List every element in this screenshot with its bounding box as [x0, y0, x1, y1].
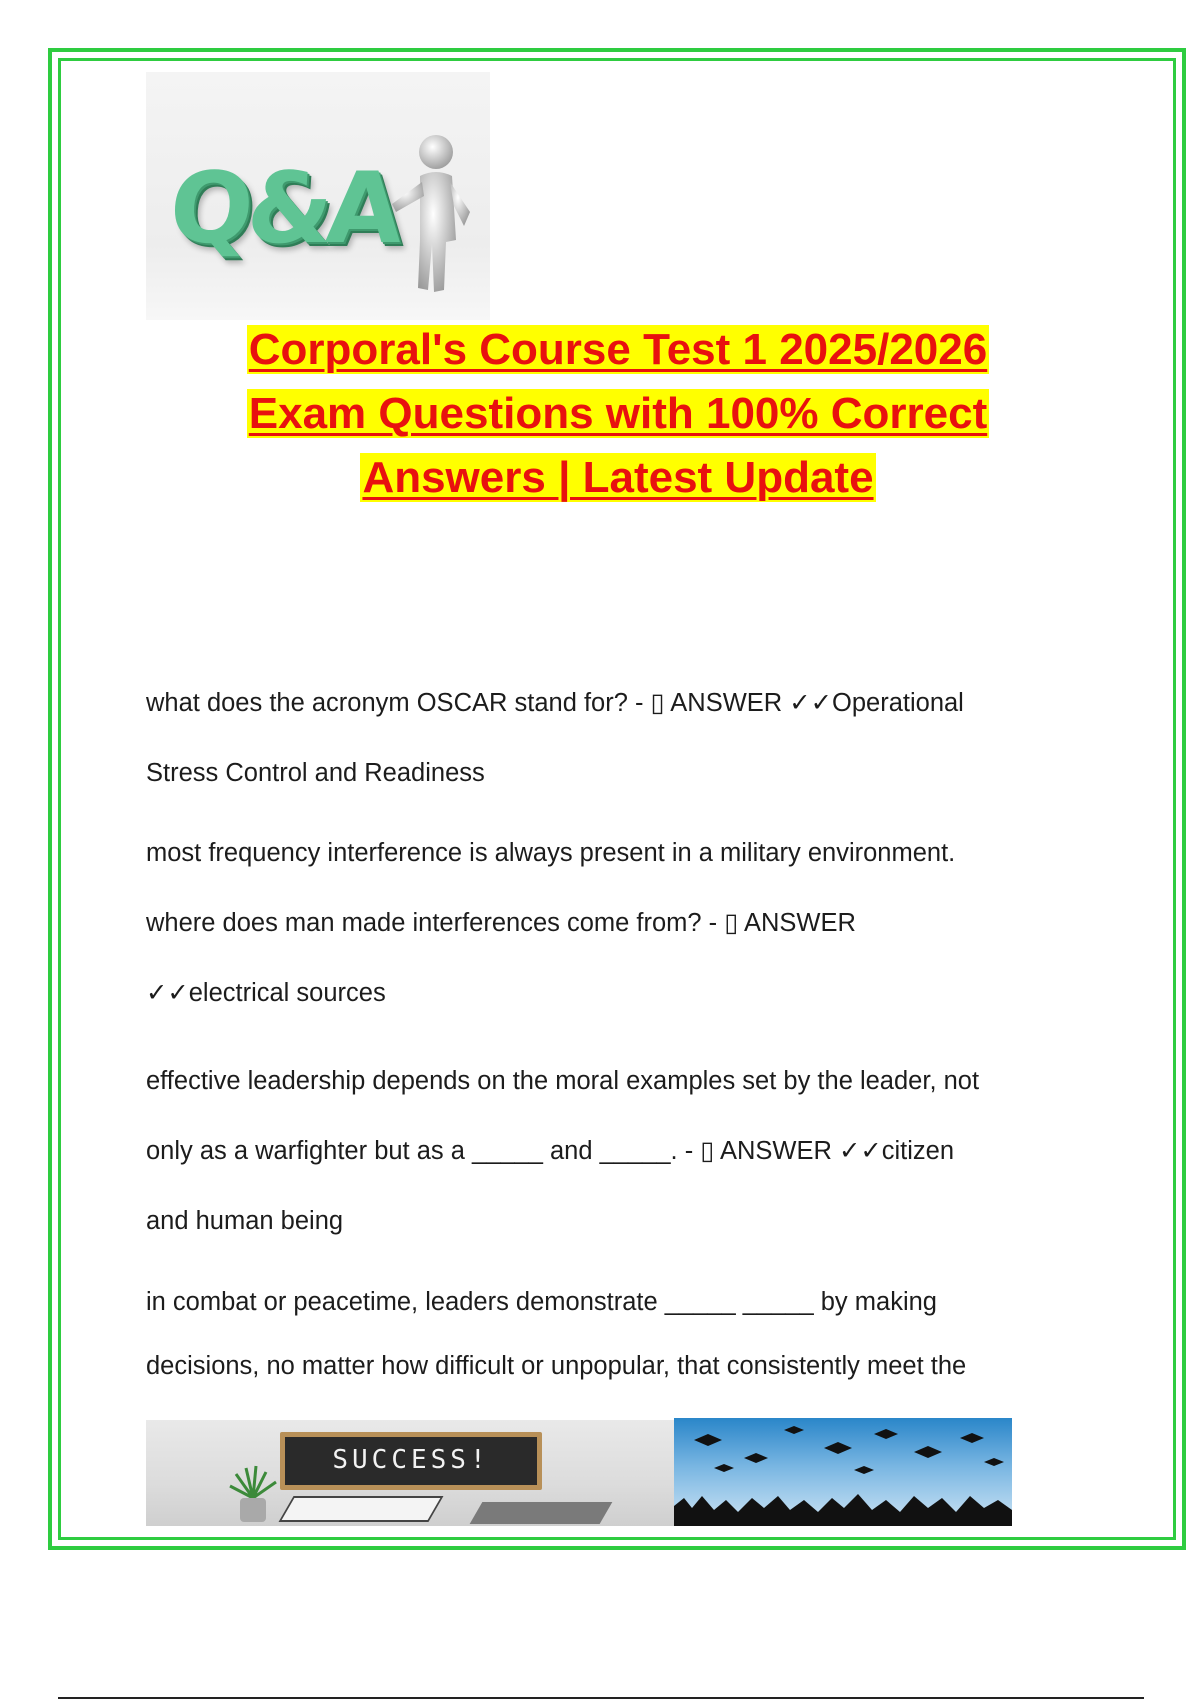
graduation-banner-image — [674, 1418, 1012, 1526]
qa-line: effective leadership depends on the moral examples set by the leader, not — [146, 1067, 980, 1095]
title-line-1: Corporal's Course Test 1 2025/2026 — [248, 325, 988, 374]
qa-item-oscar — [146, 668, 1086, 808]
graduation-caps-icon — [674, 1418, 1012, 1526]
qa-line: in combat or peacetime, leaders demonstrate _____ _____ by making — [146, 1288, 937, 1316]
footer-rule — [58, 1697, 1144, 1699]
logo-text: Q&A — [166, 152, 401, 266]
qa-item-peacetime — [146, 1270, 1086, 1398]
person-leaning-icon — [384, 130, 484, 300]
qa-item-interference — [146, 818, 1086, 1028]
qa-line: most frequency interference is always present in a military environment. — [146, 839, 956, 867]
plant-icon — [226, 1464, 280, 1524]
qa-line: only as a warfighter but as a _____ and _____. - ▯ ANSWER ✓✓citizen — [146, 1137, 955, 1165]
qa-line: ✓✓electrical sources — [146, 979, 386, 1007]
title-line-3: Answers | Latest Update — [362, 453, 874, 502]
qa-line: where does man made interferences come from? - ▯ ANSWER — [146, 909, 856, 937]
success-banner-image — [146, 1420, 674, 1526]
qa-line: what does the acronym OSCAR stand for? - ▯ ANSWER ✓✓Operational — [146, 689, 964, 717]
qa-line: decisions, no matter how difficult or unpopular, that consistently meet the — [146, 1352, 967, 1380]
chalkboard-text: SUCCESS! — [332, 1445, 490, 1475]
chalkboard — [280, 1432, 542, 1490]
title-line-2: Exam Questions with 100% Correct — [248, 389, 988, 438]
calculator — [470, 1502, 613, 1524]
qa-item-leadership — [146, 1046, 1086, 1256]
qa-line: and human being — [146, 1207, 344, 1235]
paper-sheet — [278, 1496, 443, 1522]
document-title — [150, 318, 1086, 510]
qa-line: Stress Control and Readiness — [146, 759, 485, 787]
qa-logo — [146, 72, 490, 320]
